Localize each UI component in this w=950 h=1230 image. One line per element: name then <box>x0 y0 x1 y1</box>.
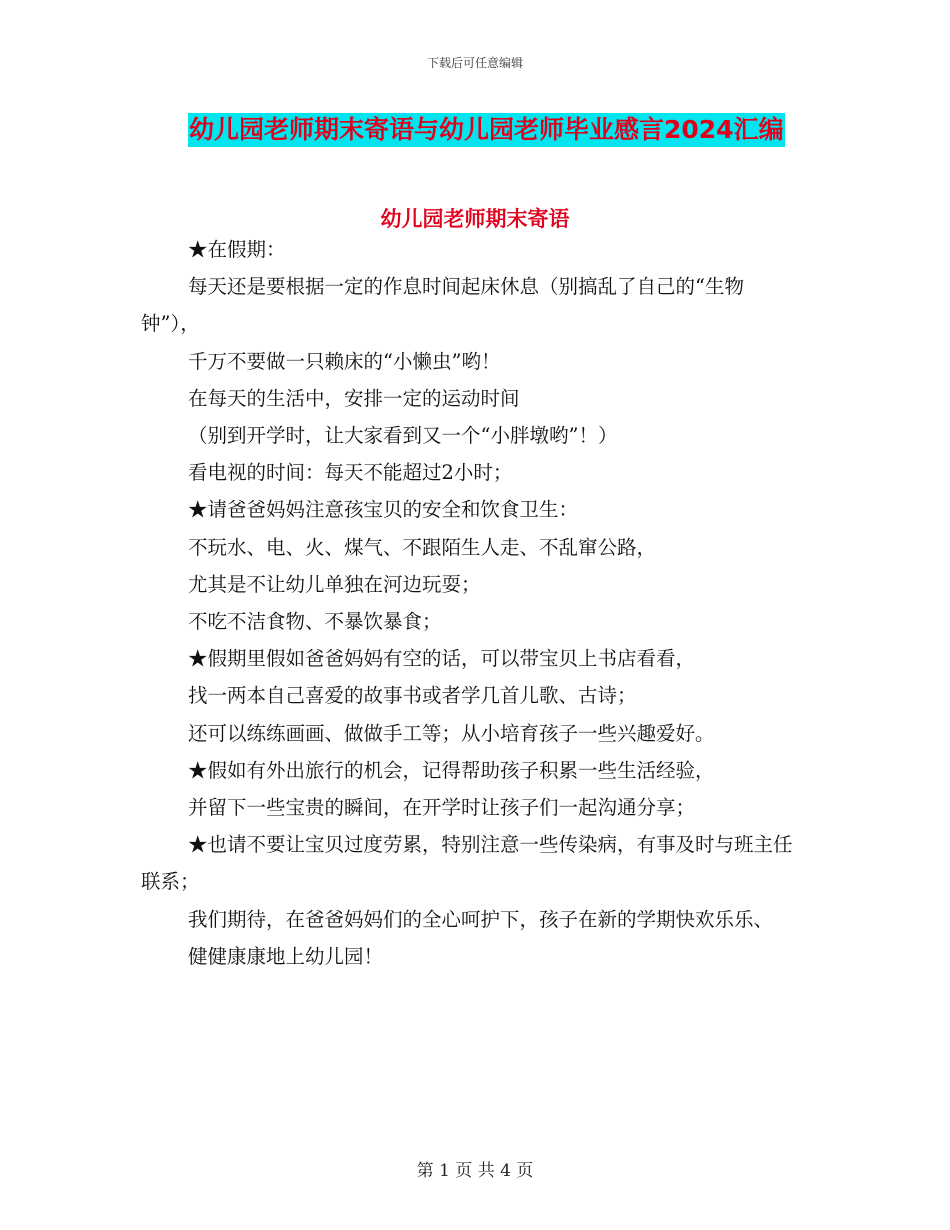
document-title: 幼儿园老师期末寄语与幼儿园老师毕业感言2024汇编 <box>188 113 785 147</box>
paragraph: 看电视的时间：每天不能超过2小时； <box>188 461 513 485</box>
paragraph: 我们期待，在爸爸妈妈们的全心呵护下，孩子在新的学期快欢乐乐、 <box>188 907 774 931</box>
paragraph: 还可以练练画画、做做手工等；从小培育孩子一些兴趣爱好。 <box>188 721 715 745</box>
paragraph: 不吃不洁食物、不暴饮暴食； <box>188 610 442 634</box>
paragraph: ★也请不要让宝贝过度劳累，特别注意一些传染病，有事及时与班主任联系； <box>141 833 793 894</box>
paragraph: ★请爸爸妈妈注意孩宝贝的安全和饮食卫生： <box>188 498 579 522</box>
paragraph: 在每天的生活中，安排一定的运动时间 <box>188 386 520 410</box>
paragraph: 尤其是不让幼儿单独在河边玩耍； <box>188 572 481 596</box>
paragraph: 找一两本自己喜爱的故事书或者学几首儿歌、古诗； <box>188 684 637 708</box>
page-number-footer: 第 1 页 共 4 页 <box>416 1161 534 1181</box>
paragraph: ★假如有外出旅行的机会，记得帮助孩子积累一些生活经验， <box>188 758 715 782</box>
header-note: 下载后可任意编辑 <box>426 56 523 70</box>
paragraph: 健健康康地上幼儿园！ <box>188 944 384 968</box>
paragraph: 不玩水、电、火、煤气、不跟陌生人走、不乱窜公路， <box>188 535 657 559</box>
paragraph: 并留下一些宝贵的瞬间，在开学时让孩子们一起沟通分享； <box>188 796 696 820</box>
paragraph: ★假期里假如爸爸妈妈有空的话，可以带宝贝上书店看看， <box>188 647 696 671</box>
paragraph: （别到开学时，让大家看到又一个“小胖墩哟”！） <box>188 424 618 448</box>
body-text <box>141 231 801 975</box>
paragraph: 千万不要做一只赖床的“小懒虫”哟！ <box>188 349 501 373</box>
section-title: 幼儿园老师期末寄语 <box>380 207 570 231</box>
paragraph: ★在假期： <box>188 238 286 261</box>
paragraph: 每天还是要根据一定的作息时间起床休息（别搞乱了自己的“生物钟”）， <box>141 275 744 336</box>
